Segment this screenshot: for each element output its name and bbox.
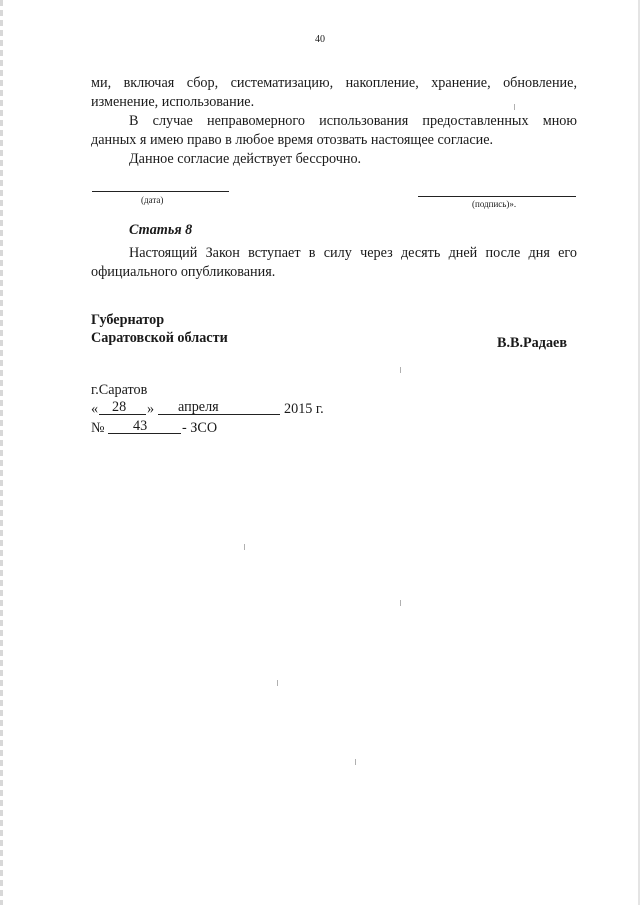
article-line-2: официального опубликования.	[91, 264, 276, 280]
date-open-quote: «	[91, 401, 99, 417]
number-suffix: - ЗСО	[182, 420, 218, 436]
date-caption: (дата)	[141, 195, 164, 205]
scan-speck	[400, 600, 401, 606]
scan-speck	[244, 544, 245, 550]
page-number: 40	[315, 34, 325, 45]
consent-paragraph-3: Данное согласие действует бессрочно.	[129, 151, 362, 167]
governor-title-line-1: Губернатор	[91, 312, 165, 328]
date-close-quote: »	[147, 401, 155, 417]
scan-speck	[355, 759, 356, 765]
scan-left-edge	[0, 0, 3, 905]
date-day: 28	[112, 399, 127, 415]
number-prefix: №	[91, 420, 105, 436]
date-signature-line	[92, 191, 229, 192]
governor-name: В.В.Радаев	[497, 335, 568, 351]
consent-paragraph-2-line-2: данных я имею право в любое время отозвать настоящее согласие.	[91, 132, 494, 148]
date-month: апреля	[178, 399, 219, 415]
consent-line-2: изменение, использование.	[91, 94, 255, 110]
article-line-1: Настоящий Закон вступает в силу через десять дней после дня его	[129, 245, 577, 261]
law-number: 43	[133, 418, 148, 434]
scan-speck	[277, 680, 278, 686]
city: г.Саратов	[91, 382, 148, 398]
scan-speck	[400, 367, 401, 373]
scan-speck	[514, 104, 515, 110]
consent-line-1: ми, включая сбор, систематизацию, накопление, хранение, обновление,	[91, 75, 577, 91]
governor-title-line-2: Саратовской области	[91, 330, 228, 346]
month-underline	[158, 414, 280, 415]
signature-caption: (подпись)».	[472, 199, 517, 209]
signature-line	[418, 196, 576, 197]
article-heading: Статья 8	[129, 222, 193, 238]
date-year: 2015 г.	[284, 401, 324, 417]
consent-paragraph-2-line-1: В случае неправомерного использования предоставленных мною	[129, 113, 577, 129]
